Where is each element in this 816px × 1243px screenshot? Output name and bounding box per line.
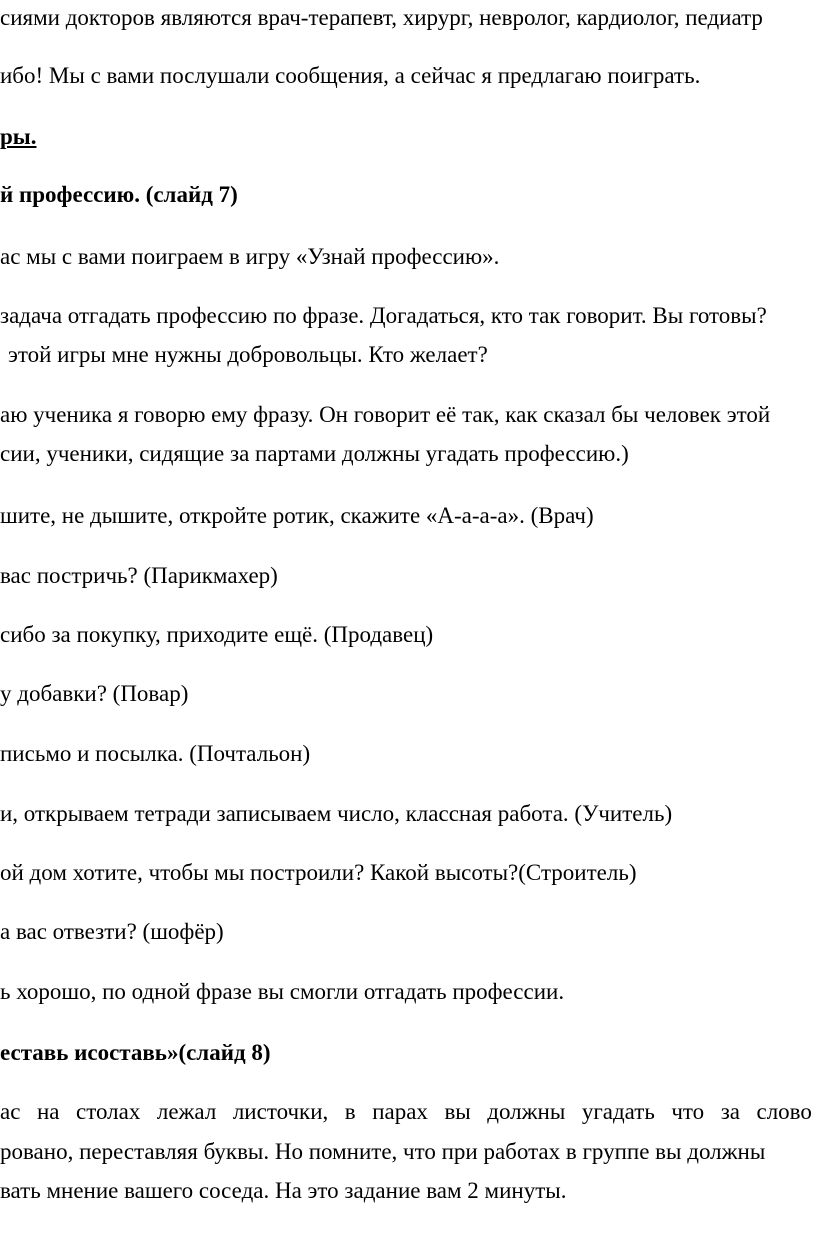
phrase-builder: ой дом хотите, чтобы мы построили? Какой высоты?(Строитель): [0, 860, 637, 885]
text-line-anagram-2: ровано, переставляя буквы. Но помните, что при работах в группе вы должны: [0, 1139, 766, 1164]
justified-word: угадать: [581, 1099, 655, 1124]
justified-word: листочки,: [232, 1099, 329, 1124]
justified-word: должны: [487, 1099, 566, 1124]
text-line-professions: сиями докторов являются врач-терапевт, хирург, невролог, кардиолог, педиатр: [0, 5, 763, 30]
justified-word: что: [671, 1099, 705, 1124]
justified-word: на: [36, 1099, 60, 1124]
text-line-lets-play: ас мы с вами поиграем в игру «Узнай профессию».: [0, 244, 500, 269]
justified-word: ас: [0, 1099, 21, 1124]
text-line-anagram-3: вать мнение вашего соседа. На это задание вам 2 минуты.: [0, 1178, 567, 1203]
justified-word: парах: [372, 1099, 428, 1124]
phrase-hairdresser: вас постричь? (Парикмахер): [0, 563, 278, 588]
phrase-cook: у добавки? (Повар): [0, 681, 189, 706]
phrase-teacher: и, открываем тетради записываем число, классная работа. (Учитель): [0, 801, 673, 826]
justified-word: за: [720, 1099, 740, 1124]
phrase-postman: письмо и посылка. (Почтальон): [0, 741, 311, 766]
text-line-instructions-1: аю ученика я говорю ему фразу. Он говорит её так, как сказал бы человек этой: [0, 402, 771, 427]
text-line-well-done: ь хорошо, по одной фразе вы смогли отгадать профессии.: [0, 979, 565, 1004]
justified-word: вы: [444, 1099, 471, 1124]
justified-word: слово: [756, 1099, 812, 1124]
game-heading-anagram: еставь исоставь»(слайд 8): [0, 1040, 271, 1065]
justified-word: лежал: [156, 1099, 217, 1124]
text-line-volunteers: этой игры мне нужны добровольцы. Кто желает?: [8, 342, 488, 367]
text-line-thanks: ибо! Мы с вами послушали сообщения, а сейчас я предлагаю поиграть.: [0, 63, 701, 88]
section-heading-games: ры.: [0, 124, 37, 149]
justified-word: в: [344, 1099, 356, 1124]
game-heading-guess-profession: й профессию. (слайд 7): [0, 182, 238, 207]
text-line-task: задача отгадать профессию по фразе. Догадаться, кто так говорит. Вы готовы?: [0, 303, 767, 328]
phrase-driver: а вас отвезти? (шофёр): [0, 919, 224, 944]
phrase-seller: сибо за покупку, приходите ещё. (Продавец): [0, 622, 434, 647]
text-line-instructions-2: сии, ученики, сидящие за партами должны угадать профессию.): [0, 441, 629, 466]
justified-text-line: [0, 1098, 812, 1126]
justified-word: столах: [75, 1099, 141, 1124]
phrase-doctor: шите, не дышите, откройте ротик, скажите «А-а-а-а». (Врач): [0, 503, 594, 528]
